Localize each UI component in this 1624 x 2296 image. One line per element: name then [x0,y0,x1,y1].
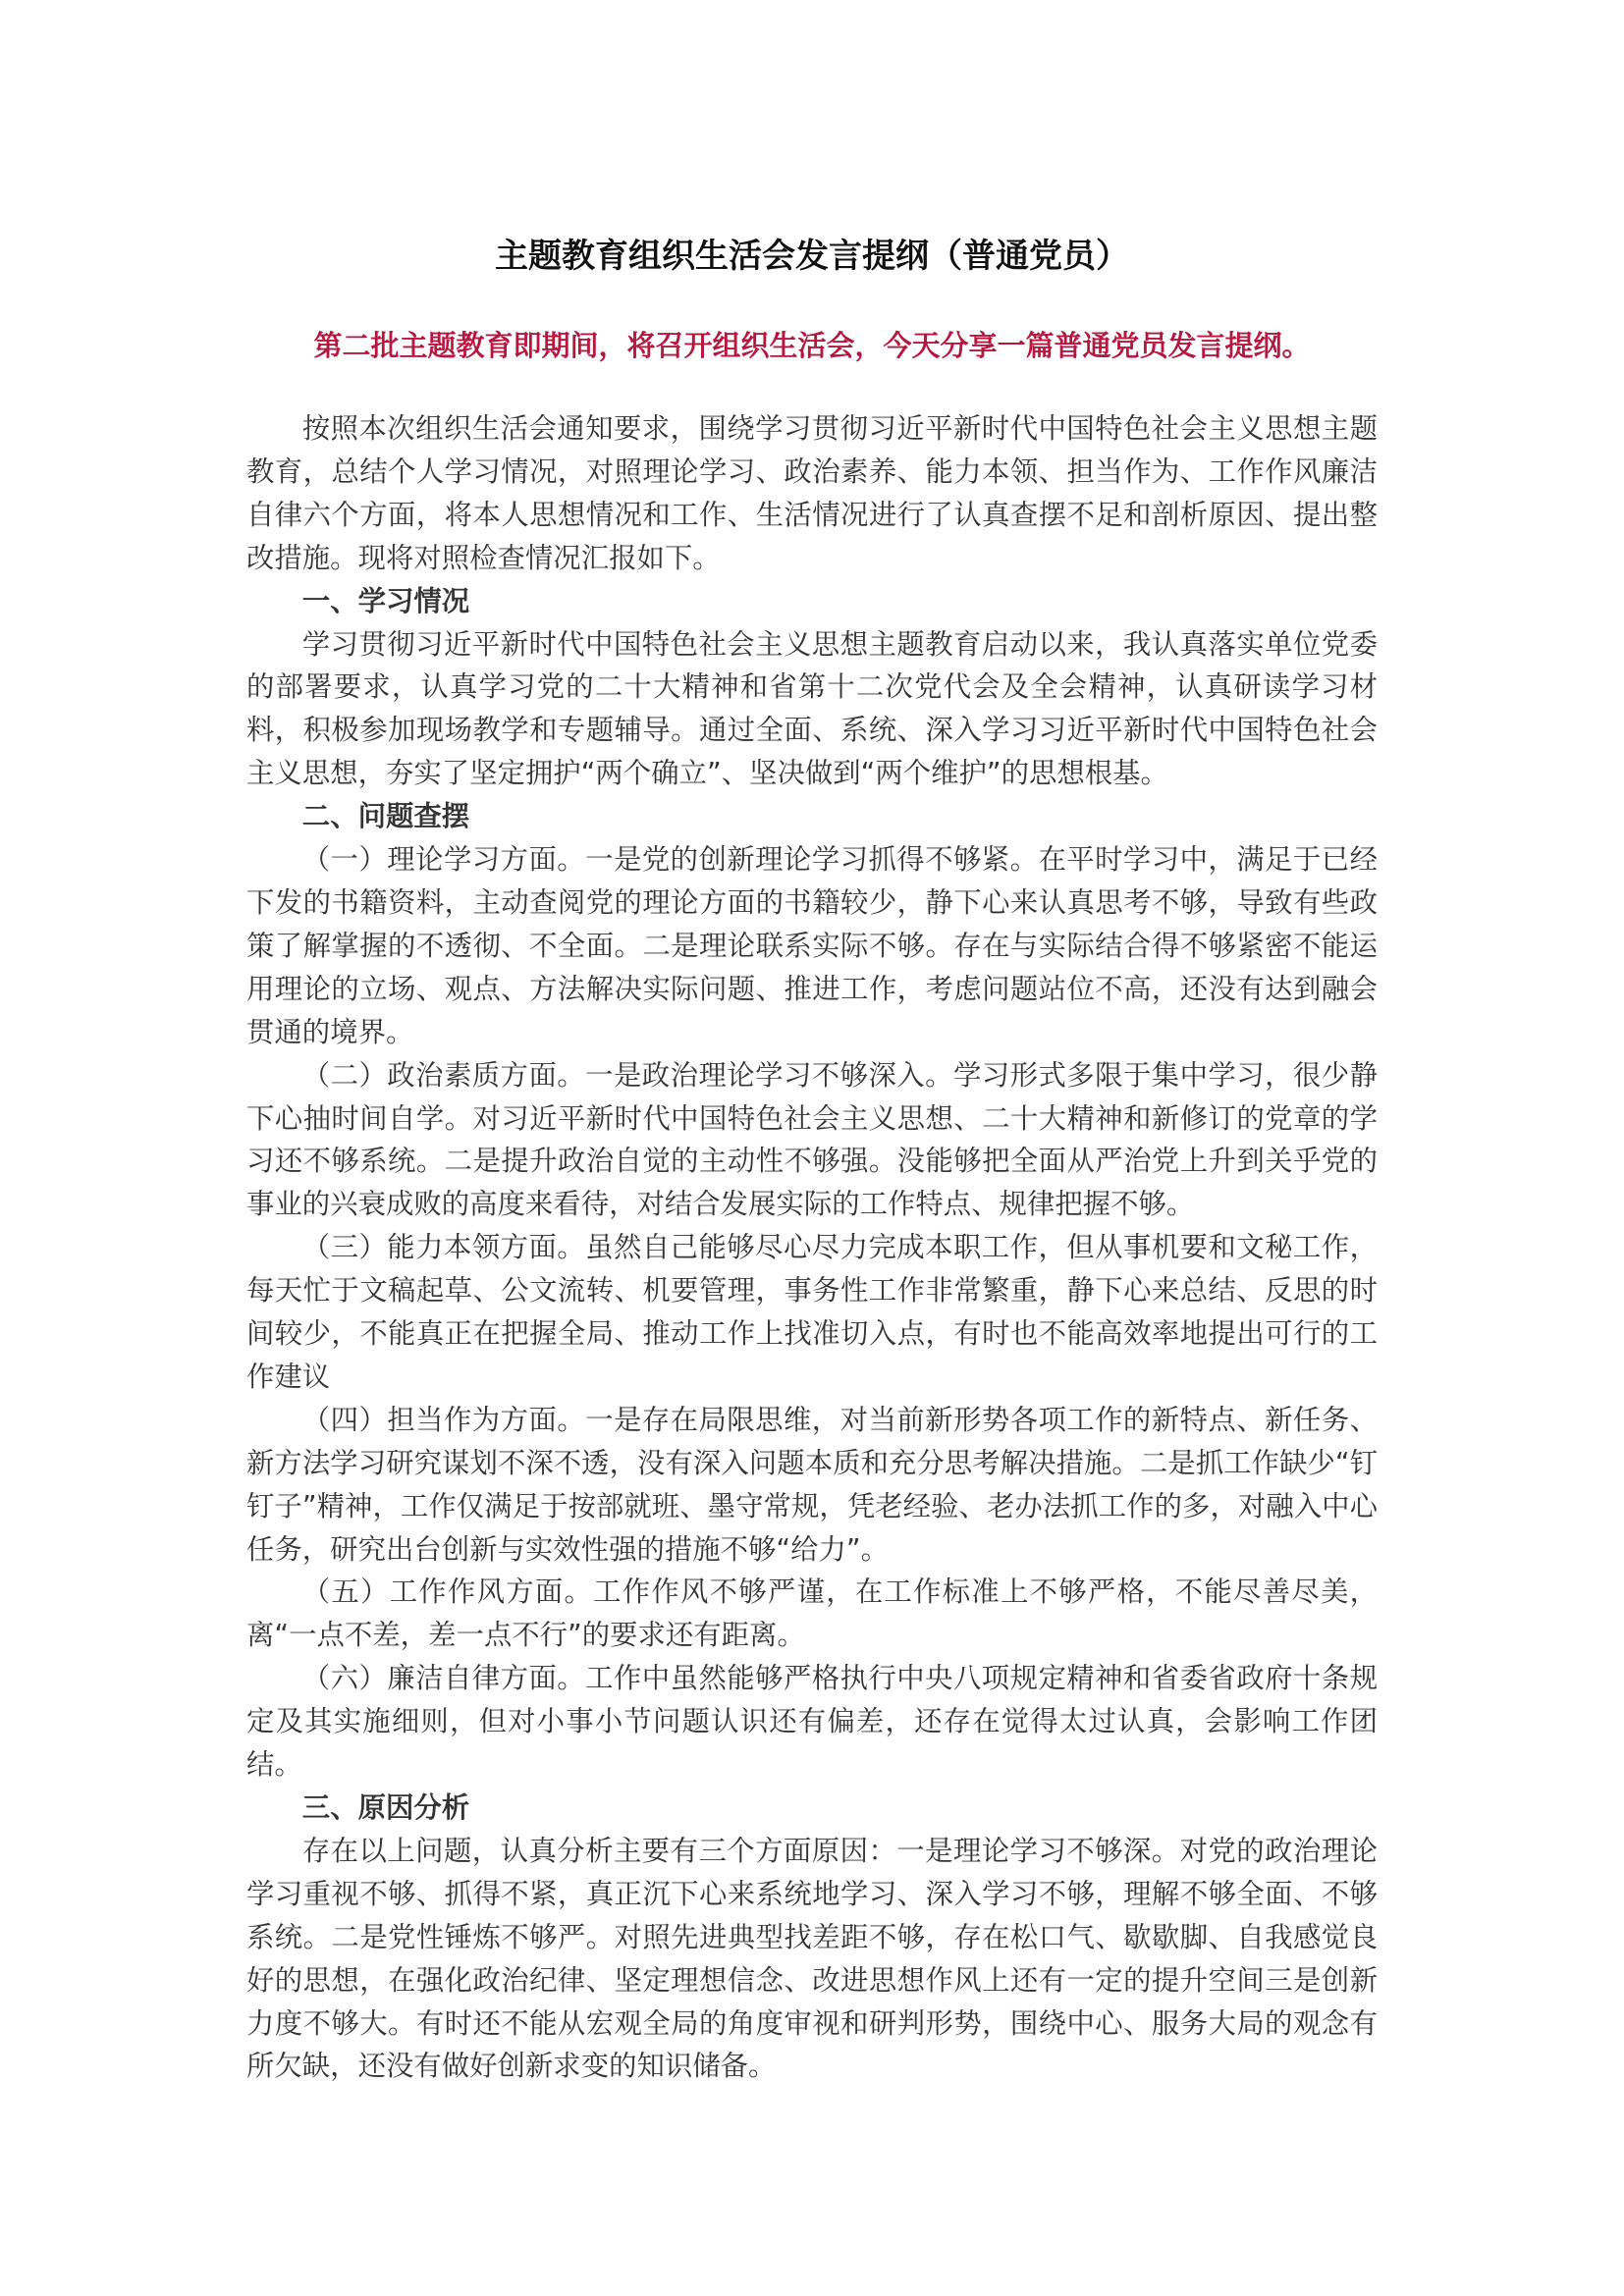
problem-responsibility-paragraph: （四）担当作为方面。一是存在局限思维，对当前新形势各项工作的新特点、新任务、新方法学习研究谋划不深不透，没有深入问题本质和充分思考解决措施。二是抓工作缺少“钉钉子”精神，工作仅满足于按部就班、墨守常规，凭老经验、老办法抓工作的多，对融入中心任务，研究出台创新与实效性强的措施不够“给力”。 [246,1403,1378,1566]
problem-theory-paragraph: （一）理论学习方面。一是党的创新理论学习抓得不够紧。在平时学习中，满足于已经下发的书籍资料，主动查阅党的理论方面的书籍较少，静下心来认真思考不够，导致有些政策了解掌握的不透彻、不全面。二是理论联系实际不够。存在与实际结合得不够紧密不能运用理论的立场、观点、方法解决实际问题、推进工作，考虑问题站位不高，还没有达到融会贯通的境界。 [246,843,1378,1048]
problem-integrity-paragraph: （六）廉洁自律方面。工作中虽然能够严格执行中央八项规定精神和省委省政府十条规定及其实施细则，但对小事小节问题认识还有偏差，还存在觉得太过认真，会影响工作团结。 [246,1662,1378,1782]
document-subtitle: 第二批主题教育即期间，将召开组织生活会，今天分享一篇普通党员发言提纲。 [313,329,1311,362]
section-heading-causes: 三、原因分析 [301,1791,470,1824]
section-paragraph: 学习贯彻习近平新时代中国特色社会主义思想主题教育启动以来，我认真落实单位党委的部署要求，认真学习党的二十大精神和省第十二次党代会及全会精神，认真研读学习材料，积极参加现场教学和专题辅导。通过全面、系统、深入学习习近平新时代中国特色社会主义思想，夯实了坚定拥护“两个确立”、坚决做到“两个维护”的思想根基。 [246,627,1378,790]
intro-paragraph: 按照本次组织生活会通知要求，围绕学习贯彻习近平新时代中国特色社会主义思想主题教育，总结个人学习情况，对照理论学习、政治素养、能力本领、担当作为、工作作风廉洁自律六个方面，将本人思想情况和工作、生活情况进行了认真查摆不足和剖析原因、提出整改措施。现将对照检查情况汇报如下。 [246,412,1378,574]
problem-workstyle-paragraph: （五）工作作风方面。工作作风不够严谨，在工作标准上不够严格，不能尽善尽美，离“一点不差，差一点不行”的要求还有距离。 [246,1575,1378,1652]
problem-ability-paragraph: （三）能力本领方面。虽然自己能够尽心尽力完成本职工作，但从事机要和文秘工作，每天忙于文稿起草、公文流转、机要管理，事务性工作非常繁重，静下心来总结、反思的时间较少，不能真正在把握全局、推动工作上找准切入点，有时也不能高效率地提出可行的工作建议 [246,1231,1378,1393]
section-heading-problems: 二、问题查摆 [301,800,470,833]
document-title: 主题教育组织生活会发言提纲（普通党员） [495,237,1129,276]
problem-politics-paragraph: （二）政治素质方面。一是政治理论学习不够深入。学习形式多限于集中学习，很少静下心抽时间自学。对习近平新时代中国特色社会主义思想、二十大精神和新修订的党章的学习还不够系统。二是提升政治自觉的主动性不够强。没能够把全面从严治党上升到关乎党的事业的兴衰成败的高度来看待，对结合发展实际的工作特点、规律把握不够。 [246,1058,1378,1221]
section-heading-study: 一、学习情况 [301,584,470,617]
document-body [246,407,1378,2088]
causes-paragraph: 存在以上问题，认真分析主要有三个方面原因：一是理论学习不够深。对党的政治理论学习重视不够、抓得不紧，真正沉下心来系统地学习、深入学习不够，理解不够全面、不够系统。二是党性锤炼不够严。对照先进典型找差距不够，存在松口气、歇歇脚、自我感觉良好的思想，在强化政治纪律、坚定理想信念、改进思想作风上还有一定的提升空间三是创新力度不够大。有时还不能从宏观全局的角度审视和研判形势，围绕中心、服务大局的观念有所欠缺，还没有做好创新求变的知识储备。 [246,1834,1378,2083]
